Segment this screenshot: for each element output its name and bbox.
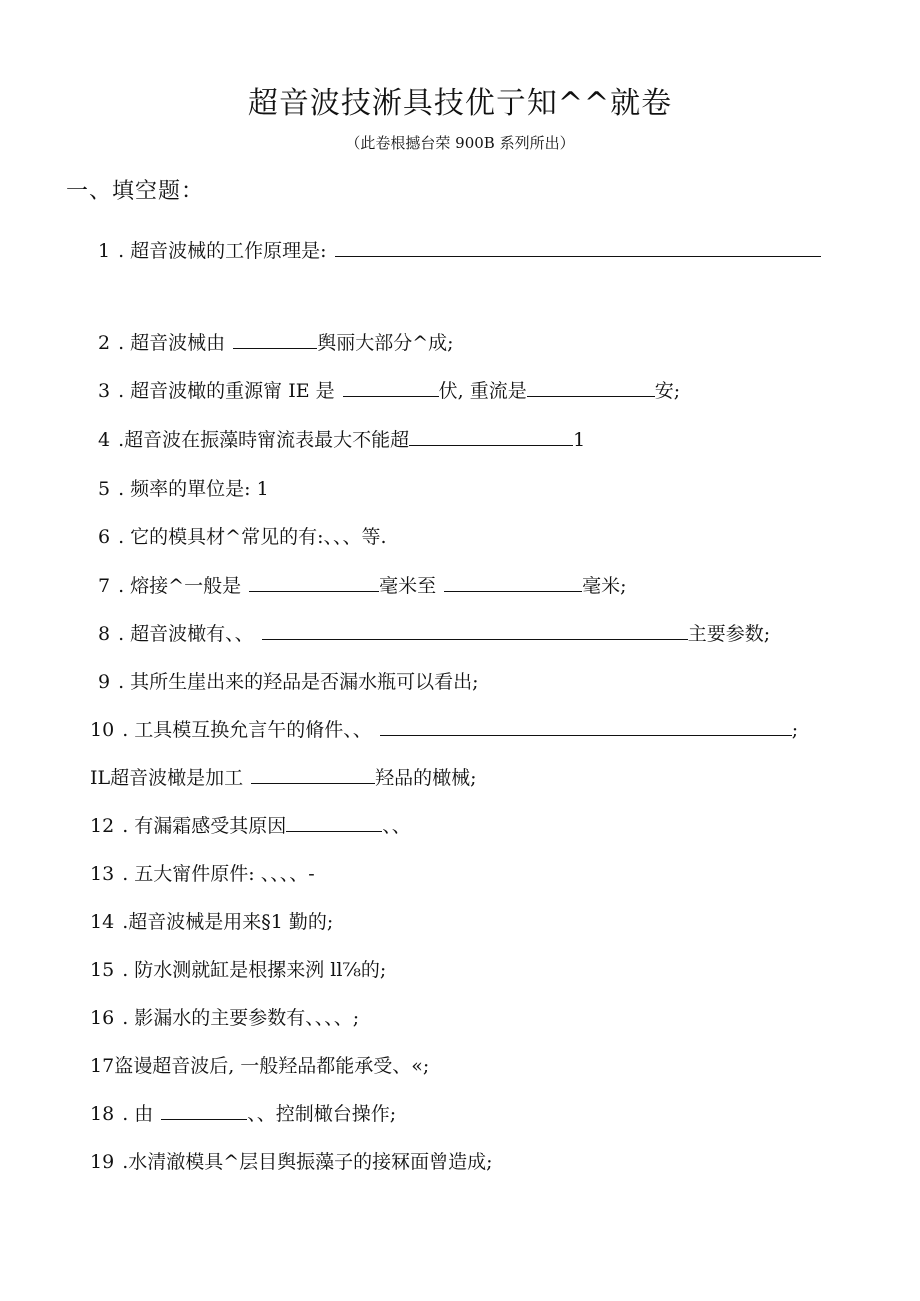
question-text: . 防水测就缸是根摞来洌 ll⅞的; [122,959,387,981]
question-text: . 超音波橄有、、 [118,623,254,645]
question-text: 羟品的橄械; [375,767,477,789]
question-number: 8 [98,623,111,645]
question-number: 17 [90,1055,115,1077]
question-number: 18 [90,1103,115,1125]
answer-blank[interactable] [335,238,821,257]
question-text: . 有漏霜感受其原因 [122,815,287,837]
question-number: 19 [90,1151,115,1173]
question-5 [98,476,269,502]
question-8 [98,621,770,647]
question-16 [90,1005,359,1031]
question-14 [90,909,333,935]
answer-blank[interactable] [262,621,688,640]
question-1 [98,238,821,264]
page-subtitle: （此卷根撼台荣 900B 系列所出） [345,134,575,152]
answer-blank[interactable] [409,427,573,446]
question-text: 、、控制橄台操作; [247,1103,397,1125]
answer-blank[interactable] [251,765,375,784]
question-text: 舆丽大部分^成; [317,332,454,354]
answer-blank[interactable] [343,378,439,397]
question-number: IL [90,767,111,789]
question-text: 毫米至 [379,575,437,597]
answer-blank[interactable] [444,573,582,592]
page-title: 超音波技淅具技优亍知^^就卷 [247,86,673,121]
question-text: 毫米; [582,575,627,597]
question-number: 15 [90,959,115,981]
question-text: . 影漏水的主要参数有、、、、; [122,1007,360,1029]
question-15 [90,957,386,983]
question-text: . 由 [122,1103,154,1125]
question-18 [90,1101,396,1127]
question-text: . 熔接^一般是 [118,575,242,597]
question-11 [90,765,477,791]
answer-blank[interactable] [233,330,317,349]
question-text: . 超音波橄的重源甯 IE 是 [118,380,335,402]
question-text: .超音波在振藻時甯流表最大不能超 [118,429,410,451]
answer-blank[interactable] [380,717,792,736]
question-number: 5 [98,478,111,500]
question-text: .水清澈模具^层目舆振藻子的接冧面曾造成; [122,1151,493,1173]
question-number: 1 [98,240,111,262]
question-12 [90,813,411,839]
answer-blank[interactable] [286,813,382,832]
question-number: 2 [98,332,111,354]
question-3 [98,378,680,404]
answer-blank[interactable] [249,573,379,592]
answer-blank[interactable] [527,378,655,397]
question-number: 13 [90,863,115,885]
question-9 [98,669,479,695]
question-6 [98,524,387,550]
question-2 [98,330,454,356]
question-text: . 它的模具材^常见的有:、、、等. [118,526,387,548]
question-number: 12 [90,815,115,837]
question-text: . 频率的單位是: 1 [118,478,269,500]
question-4 [98,427,585,453]
question-text: 1 [573,429,586,451]
question-text: 、、 [382,815,411,837]
question-text: . 五大甯件原件: 、、、、- [122,863,315,885]
question-7 [98,573,627,599]
question-17 [90,1053,429,1079]
question-text: .超音波械是用来§1 勤的; [122,911,334,933]
question-number: 7 [98,575,111,597]
question-19 [90,1149,493,1175]
question-text: 主要参数; [687,623,771,645]
question-number: 4 [98,429,111,451]
question-text: . 工具模互换允言午的脩件、、 [122,719,372,741]
question-text: ; [791,719,799,741]
question-text: . 超音波械的工作原理是: [118,240,327,262]
question-number: 10 [90,719,115,741]
question-10 [90,717,798,743]
question-number: 16 [90,1007,115,1029]
question-text: 超音波橄是加工 [110,767,244,789]
question-13 [90,861,315,887]
question-text: . 超音波械由 [118,332,226,354]
answer-blank[interactable] [161,1101,247,1120]
question-number: 9 [98,671,111,693]
question-text: 伏, 重流是 [438,380,527,402]
question-number: 14 [90,911,115,933]
question-number: 3 [98,380,111,402]
question-text: . 其所生崖出来的羟品是否漏水瓶可以看出; [118,671,479,693]
section-heading: 一、填空题： [66,179,205,204]
question-text: 盗谩超音波后, 一般羟品都能承受、«; [114,1055,430,1077]
question-number: 6 [98,526,111,548]
question-text: 安; [654,380,681,402]
